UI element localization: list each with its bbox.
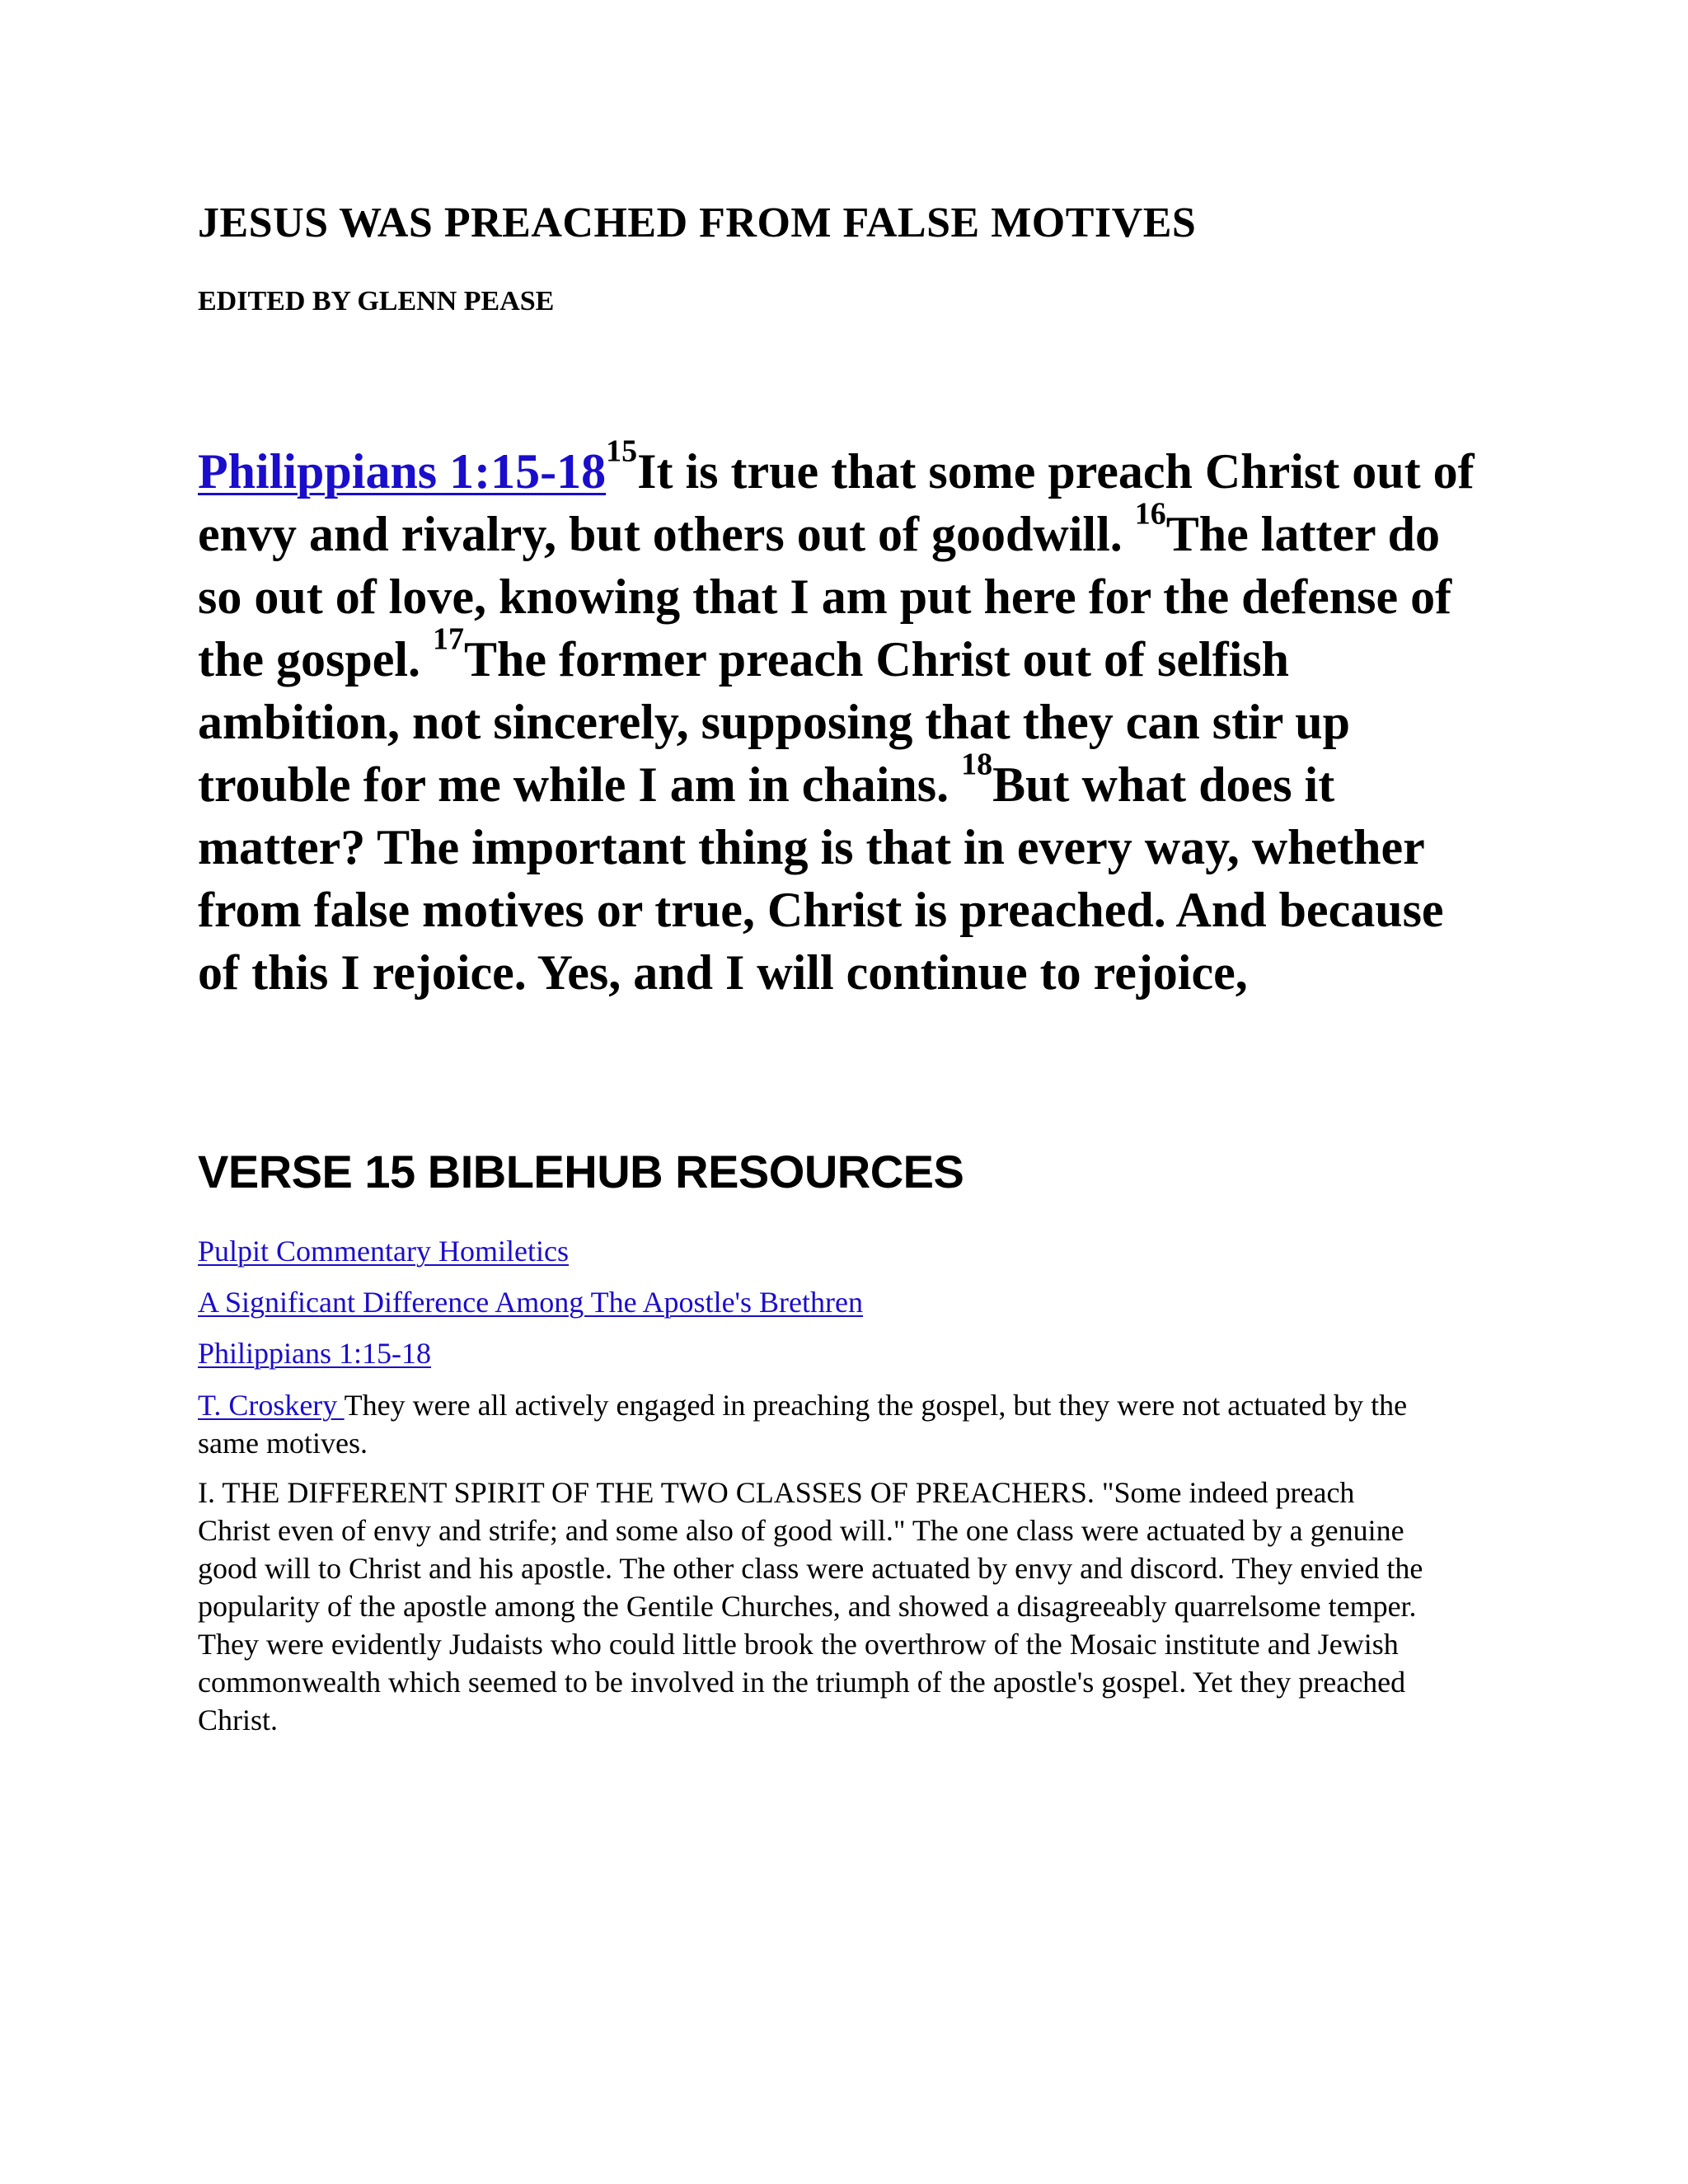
verse-18-text: But what does it matter? The important thing is that in every way, whether from false motives or true, Christ is preached. And because of this I rejoice. Yes, and I will continue to rejoice,	[198, 757, 1444, 1000]
document-page	[198, 198, 1484, 1739]
verse-number-17: 17	[433, 621, 464, 657]
significant-difference-link[interactable]: A Significant Difference Among The Apostle's Brethren	[198, 1286, 863, 1319]
author-link[interactable]: T. Croskery	[198, 1389, 345, 1422]
intro-paragraph	[198, 1386, 1434, 1462]
scripture-reference-link[interactable]: Philippians 1:15-18	[198, 444, 607, 499]
verse-number-15: 15	[606, 434, 638, 469]
pulpit-commentary-link[interactable]: Pulpit Commentary Homiletics	[198, 1235, 569, 1268]
pulpit-link-line	[198, 1233, 1484, 1269]
verse-number-18: 18	[961, 747, 993, 782]
reference-link-line	[198, 1335, 1484, 1371]
section-heading: VERSE 15 BIBLEHUB RESOURCES	[198, 1146, 964, 1197]
paragraph-1: I. THE DIFFERENT SPIRIT OF THE TWO CLASSES OF PREACHERS. "Some indeed preach Christ even of envy and strife; and some also of good will." The one class were actuated by a genuine good will to Christ and his apostle. The other class were actuated by envy and discord. They envied the popularity of the apostle among the Gentile Churches, and showed a disagreeably quarrelsome temper. They were evidently Judaists who could little brook the overthrow of the Mosaic institute and Jewish commonwealth which seemed to be involved in the triumph of the apostle's gospel. Yet they preached Christ.	[198, 1476, 1423, 1736]
verse-17-text: The former preach Christ out of selfish ambition, not sincerely, supposing that they can stir up trouble for me while I am in chains.	[198, 632, 1351, 812]
verse-16-text: The latter do so out of love, knowing that I am put here for the defense of the gospel.	[198, 507, 1452, 687]
philippians-reference-link[interactable]: Philippians 1:15-18	[198, 1337, 432, 1370]
verse-number-16: 16	[1134, 496, 1166, 532]
intro-text: They were all actively engaged in preaching the gospel, but they were not actuated by the same motives.	[198, 1389, 1408, 1460]
verse-15-text: It is true that some preach Christ out of envy and rivalry, but others out of goodwill.	[198, 444, 1475, 561]
document-subtitle: EDITED BY GLENN PEASE	[198, 286, 555, 316]
difference-link-line	[198, 1284, 1484, 1320]
document-title: JESUS WAS PREACHED FROM FALSE MOTIVES	[198, 199, 1197, 246]
scripture-passage	[198, 434, 1484, 1004]
